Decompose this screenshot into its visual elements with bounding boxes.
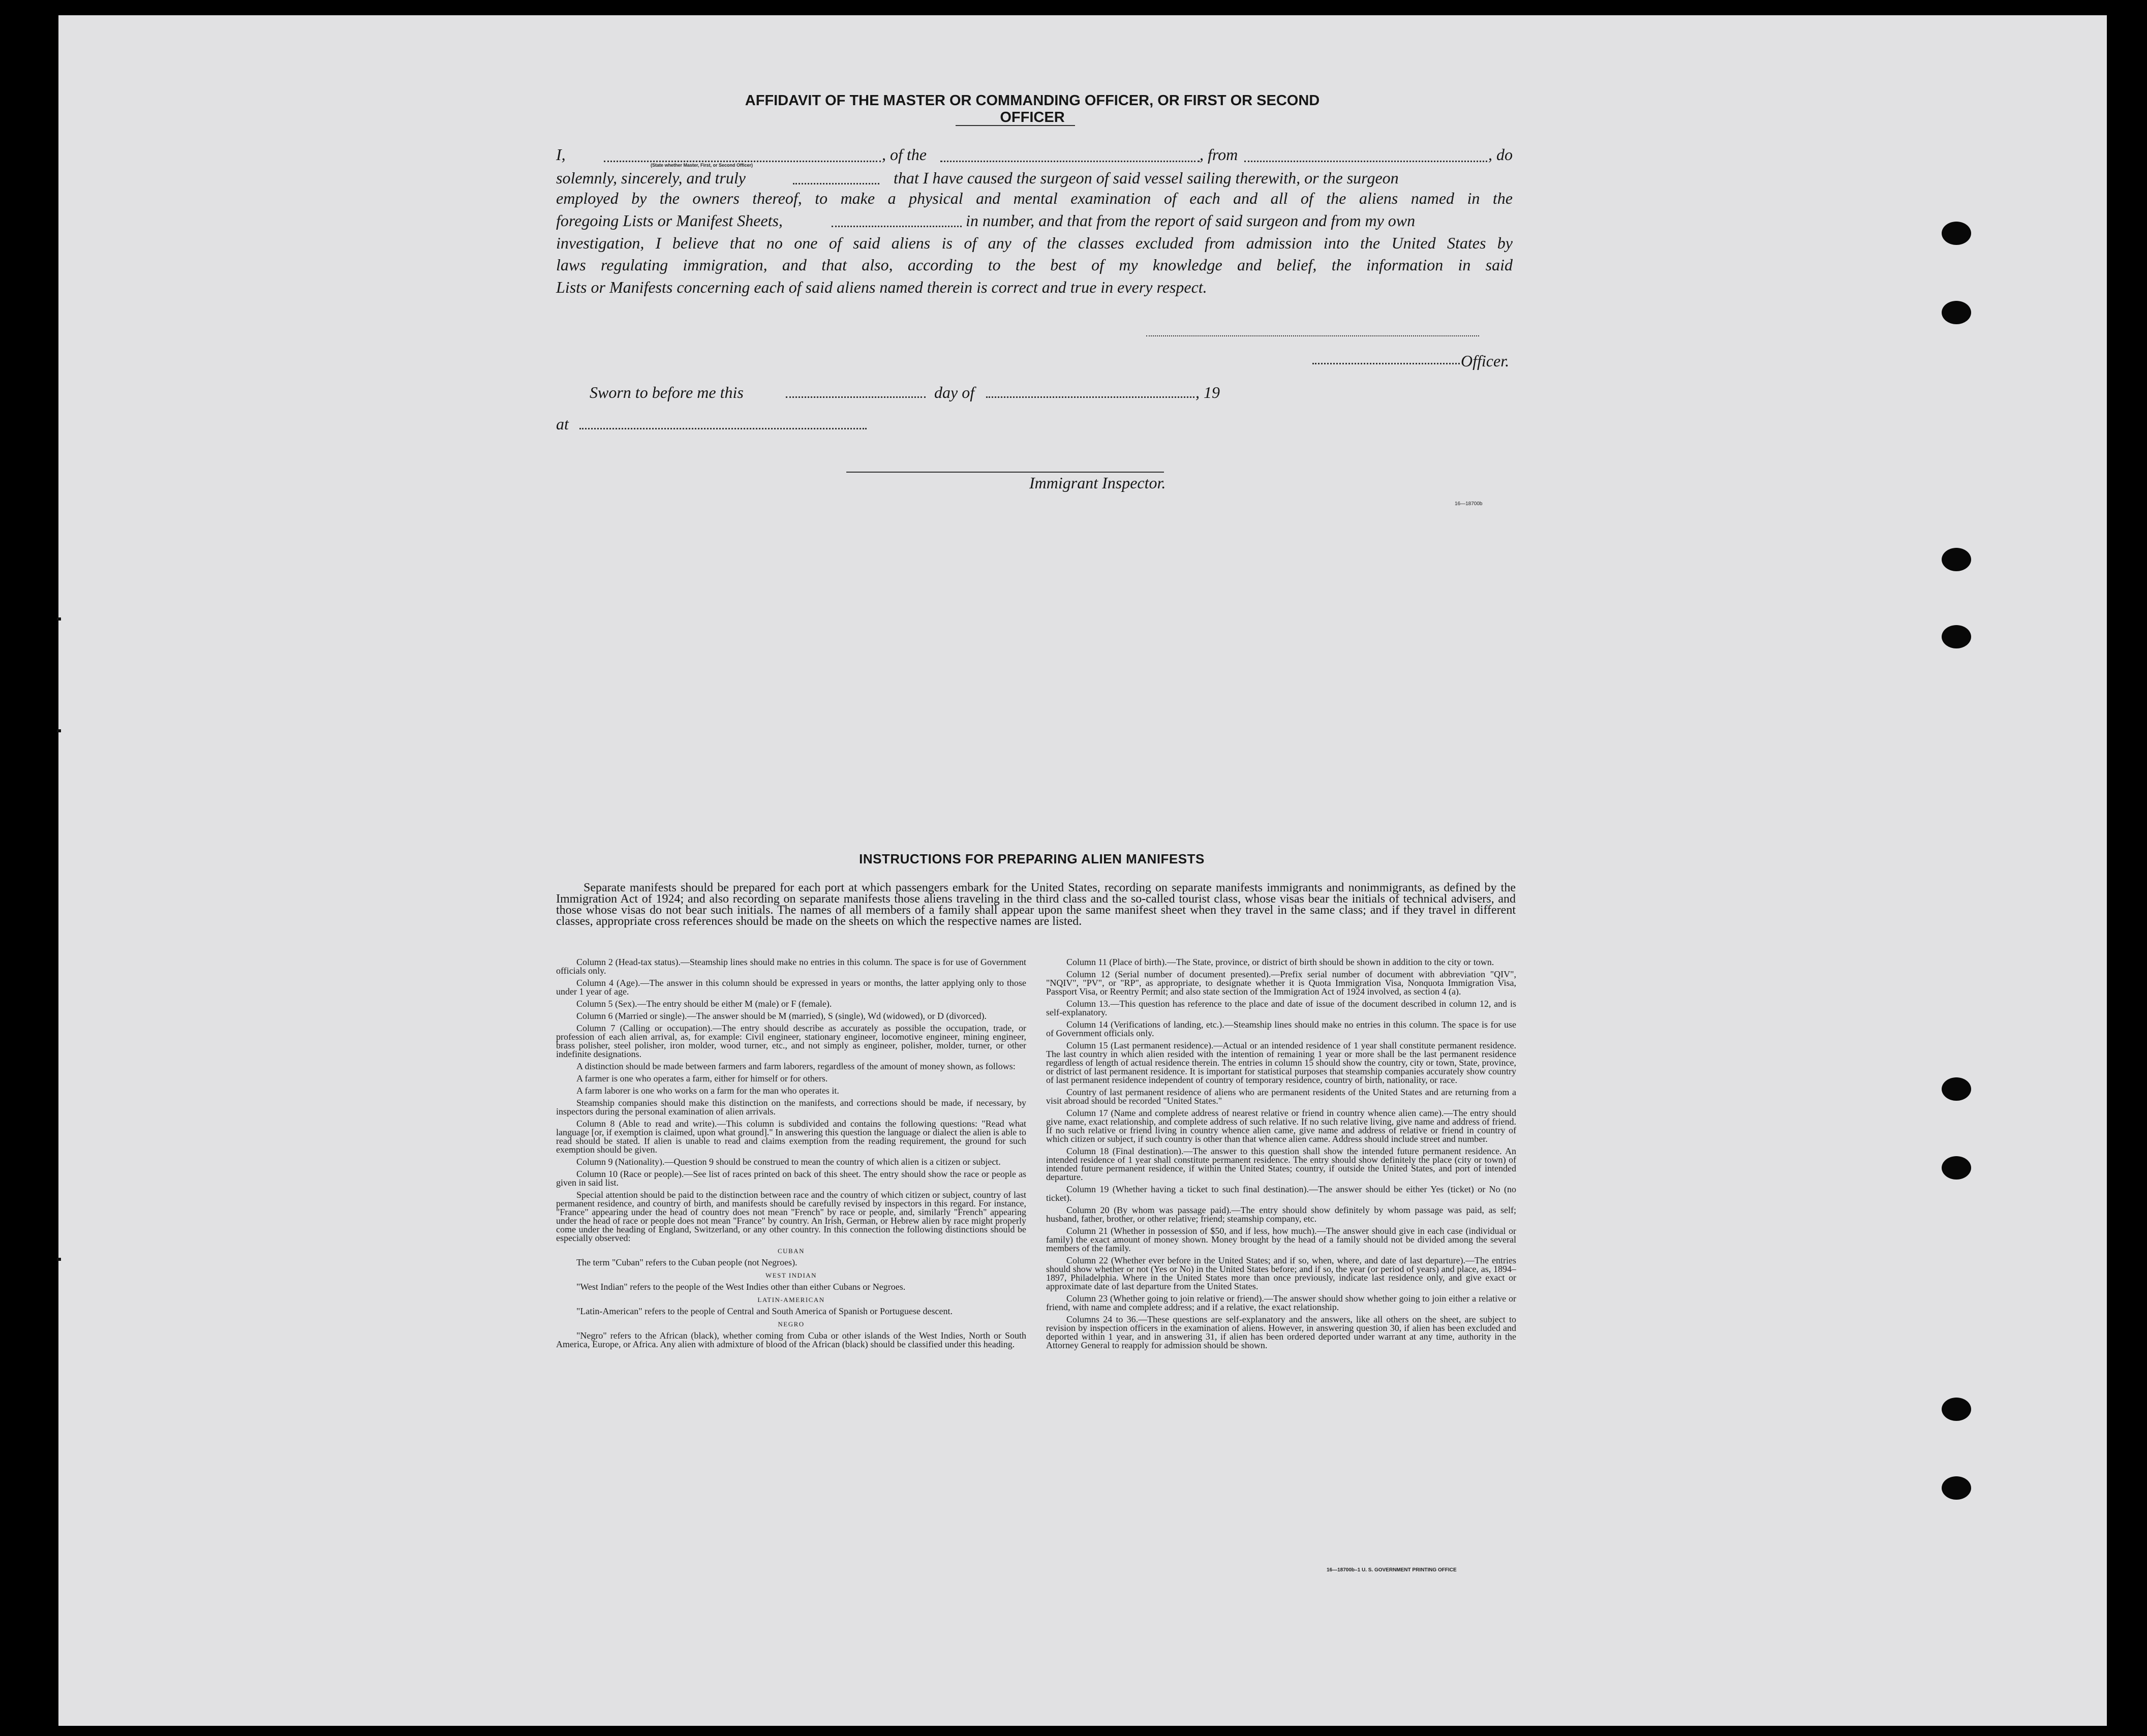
vessel-name-field[interactable] xyxy=(940,161,1200,162)
inspector-label: Immigrant Inspector. xyxy=(1029,474,1166,492)
officer-label: Officer. xyxy=(1461,352,1510,370)
instruction-race-note: Special attention should be paid to the distinction between race and the country of which citizen or subject, country of last permanent residence, and country of birth, and manifests should be carefully revised by inspectors in this regard. For instance, "France" appearing under the head of country does not mean "French" by race or people, and, similarly "French" appearing under the head of race or people does not mean "France" by country. An Irish, German, or Hebrew alien by race might properly come under the heading of England, Switzerland, or any other country. In this connection the following distinctions should be especially observed: xyxy=(556,1190,1026,1243)
instruction-column-20: Column 20 (By whom was passage paid).—The entry should show definitely by whom passage was paid, as self; husband, father, brother, or other relative; friend; steamship company, etc. xyxy=(1046,1205,1516,1224)
instruction-residence-note: Country of last permanent residence of aliens who are permanent residents of the United States and are returning from a visit abroad should be recorded "United States." xyxy=(1046,1087,1516,1106)
instruction-column-15: Column 15 (Last permanent residence).—Actual or an intended residence of 1 year shall constitute permanent residence. The last country in which alien resided with the intention of remaining 1 year or more shall be the last permanent residence regardless of length of actual residence therein. The entries in column 15 should show the country, city or town, State, province, or district of last permanent residence. It is important for statistical purposes that steamship companies accurately show country of last permanent residence independent of country of temporary residence, country of birth, nationality, or race. xyxy=(1046,1040,1516,1085)
instruction-laborer-def: A farm laborer is one who works on a farm for the man who operates it. xyxy=(576,1086,839,1096)
punch-hole xyxy=(1942,1156,1971,1180)
affidavit-line4-a: foregoing Lists or Manifest Sheets, xyxy=(556,211,783,230)
sheet-count-field[interactable] xyxy=(832,226,962,227)
instructions-left-column xyxy=(556,958,1026,1580)
instruction-column-18: Column 18 (Final destination).—The answer to this question shall show the intended future permanent residence. An intended residence of 1 year shall constitute permanent residence. The entry should show definitely the place (city or town) of intended future permanent residence, if within the United States; country, if outside the United States, and port of intended departure. xyxy=(1046,1146,1516,1182)
officer-title-field[interactable] xyxy=(1312,363,1460,364)
sworn-date-field[interactable] xyxy=(786,396,926,398)
sworn-place-field[interactable] xyxy=(579,428,867,429)
instruction-column-17: Column 17 (Name and complete address of nearest relative or friend in country whence alien came).—The entry should give name, exact relationship, and complete address of such relative. If no such relative living, give name and address of friend. If no such relative or friend living in country whence alien came, give name and address of relative or friend in country of which citizen or subject, if such country is other than that whence alien came. Address should include street and number. xyxy=(1046,1108,1516,1144)
instruction-column-12: Column 12 (Serial number of document presented).—Prefix serial number of document with abbreviation "QIV", "NQIV", "PV", or "RP", as appropriate, to designate whether it is Quota Immigration Visa, Nonquota Immigration Visa, Passport Visa, or Reentry Permit; and also state section of the Immigration Act of 1924 involved, as section 4 (a). xyxy=(1046,969,1516,997)
affidavit-line2-a: solemnly, sincerely, and truly xyxy=(556,169,746,187)
punch-hole xyxy=(1942,1476,1971,1500)
instruction-column-6: Column 6 (Married or single).—The answer should be M (married), S (single), Wd (widowed), or D (divorced). xyxy=(576,1011,987,1021)
officer-name-field[interactable] xyxy=(604,161,881,162)
affidavit-word-of-the: , of the xyxy=(882,145,927,164)
instruction-column-8: Column 8 (Able to read and write).—This column is subdivided and contains the following questions: "Read what language [or, if exemption is claimed, upon what ground]." In answering this question the language or dialect the alien is able to read should be stated. If alien is unable to read and claims exemption from the reading requirement, the ground for such exemption should be given. xyxy=(556,1119,1026,1155)
heading-west-indian: WEST INDIAN xyxy=(765,1272,817,1279)
punch-hole xyxy=(1942,548,1971,571)
instruction-columns-24-36: Columns 24 to 36.—These questions are self-explanatory and the answers, like all others on the sheet, are subject to revision by inspection officers in the examination of aliens. However, in answering question 30, if alien has been excluded and deported within 1 year, and in answering 31, if alien has been ordered deported under warrant at any time, authority in the Attorney General to reapply for admission should be shown. xyxy=(1046,1314,1516,1350)
sworn-month-field[interactable] xyxy=(986,396,1194,398)
signature-line[interactable] xyxy=(1146,335,1479,336)
instruction-column-21: Column 21 (Whether in possession of $50, and if less, how much).—The answer should give in each case (individual or family) the exact amount of money shown. Money brought by the head of a family should not be divided among the several members of the family. xyxy=(1046,1226,1516,1253)
instruction-column-10: Column 10 (Race or people).—See list of races printed on back of this sheet. The entry should show the race or people as given in said list. xyxy=(556,1169,1026,1188)
affidavit-line4-b: in number, and that from the report of said surgeon and from my own xyxy=(966,211,1416,230)
affidavit-line6: laws regulating immigration, and that also, according to the best of my knowledge and belief, the information in said xyxy=(556,256,1513,274)
officer-rank-note: (State whether Master, First, or Second Officer) xyxy=(651,163,753,168)
instruction-latin-american: "Latin-American" refers to the people of Central and South America of Spanish or Portuguese descent. xyxy=(576,1306,953,1316)
instruction-column-23: Column 23 (Whether going to join relative or friend).—The answer should show whether going to join either a relative or friend, with name and complete address; and if a relative, the exact relationship. xyxy=(1046,1293,1516,1312)
year-text: , 19 xyxy=(1195,383,1220,401)
affidavit-line5: investigation, I believe that no one of said aliens is of any of the classes excluded from admission into the United States by xyxy=(556,234,1513,252)
punch-hole xyxy=(1942,625,1971,648)
punch-hole xyxy=(1942,222,1971,245)
printing-office-code: 16—18700b–1 U. S. GOVERNMENT PRINTING OFFICE xyxy=(1327,1567,1457,1573)
affidavit-line2-b: that I have caused the surgeon of said vessel sailing therewith, or the surgeon xyxy=(894,169,1399,187)
affidavit-form-code: 16—18700b xyxy=(1455,501,1483,507)
instruction-cuban: The term "Cuban" refers to the Cuban people (not Negroes). xyxy=(576,1257,798,1267)
heading-latin-american: LATIN-AMERICAN xyxy=(757,1296,825,1304)
instruction-negro: "Negro" refers to the African (black), whether coming from Cuba or other islands of the West Indies, North or South America, Europe, or Africa. Any alien with admixture of blood of the African (black) should be classified under this heading. xyxy=(556,1330,1026,1349)
inspector-signature-line[interactable] xyxy=(846,472,1164,473)
punch-hole xyxy=(1942,1398,1971,1421)
instruction-column-13: Column 13.—This question has reference to the place and date of issue of the document described in column 12, and is self-explanatory. xyxy=(1046,999,1516,1017)
instructions-intro: Separate manifests should be prepared for each port at which passengers embark for the United States, recording on separate manifests immigrants and nonimmigrants, as defined by the Immigration Act of 1924; and also recording on separate manifests those aliens traveling in the third class and the so-called tourist class, whose visas bear the initials of technical advisers, and those whose visas do not bear such initials. The names of all members of a family shall appear upon the same manifest sheet when they travel in the same class; and if they travel in different classes, appropriate cross references should be made on the sheets on which the respective names are listed. xyxy=(556,881,1516,928)
instruction-column-14: Column 14 (Verifications of landing, etc.).—Steamship lines should make no entries in this column. The space is for use of Government officials only. xyxy=(1046,1019,1516,1038)
instruction-column-22: Column 22 (Whether ever before in the United States; and if so, when, where, and date of last departure).—The entries should show whether or not (Yes or No) in the United States before; and if so, the year (or period of years) and place, as, 1894–1897, Philadelphia. Where in the United States more than once previously, indicate last residence only, and give exact or approximate date of last departure from the United States. xyxy=(1046,1255,1516,1291)
from-port-field[interactable] xyxy=(1244,161,1487,162)
affidavit-line3: employed by the owners thereof, to make a physical and mental examination of each and all of the aliens named in the xyxy=(556,189,1513,207)
instruction-west-indian: "West Indian" refers to the people of the West Indies other than either Cubans or Negroes. xyxy=(576,1282,906,1292)
affidavit-word-i: I, xyxy=(556,145,566,164)
instruction-column-4: Column 4 (Age).—The answer in this column should be expressed in years or months, the latter applying only to those under 1 year of age. xyxy=(556,978,1026,997)
instruction-column-19: Column 19 (Whether having a ticket to such final destination).—The answer should be either Yes (ticket) or No (no ticket). xyxy=(1046,1184,1516,1203)
scan-mark xyxy=(57,729,61,732)
affidavit-title: AFFIDAVIT OF THE MASTER OR COMMANDING OFFICER, OR FIRST OR SECOND OFFICER xyxy=(745,92,1320,126)
heading-cuban: CUBAN xyxy=(777,1247,805,1255)
instruction-farmers: A distinction should be made between farmers and farm laborers, regardless of the amount of money shown, as follows: xyxy=(576,1061,1016,1071)
instructions-right-column xyxy=(1046,958,1516,1580)
at-text: at xyxy=(556,415,569,433)
affidavit-word-from: , from xyxy=(1200,145,1238,164)
affidavit-word-do: , do xyxy=(1488,145,1513,164)
affidavit-line7: Lists or Manifests concerning each of said aliens named therein is correct and true in every respect. xyxy=(556,278,1207,296)
instruction-column-11: Column 11 (Place of birth).—The State, province, or district of birth should be shown in addition to the city or town. xyxy=(1066,958,1494,967)
sworn-text: Sworn to before me this xyxy=(590,383,744,401)
oath-manner-field[interactable] xyxy=(793,183,879,184)
punch-hole xyxy=(1942,1077,1971,1101)
instruction-column-5: Column 5 (Sex).—The entry should be either M (male) or F (female). xyxy=(576,999,832,1009)
heading-negro: NEGRO xyxy=(778,1320,805,1328)
title-underline xyxy=(956,125,1075,126)
instruction-distinction: Steamship companies should make this distinction on the manifests, and corrections should be made, if necessary, by inspectors during the personal examination of alien arrivals. xyxy=(556,1098,1026,1117)
instruction-farmer-def: A farmer is one who operates a farm, either for himself or for others. xyxy=(576,1073,828,1083)
punch-hole xyxy=(1942,301,1971,324)
scan-mark xyxy=(57,617,61,621)
instruction-column-7: Column 7 (Calling or occupation).—The entry should describe as accurately as possible the occupation, trade, or profession of each alien arrival, as, for example: Civil engineer, stationary engineer, locomotive engineer, mining engineer, brass polisher, steel polisher, iron molder, wood turner, etc., and not simply as engineer, polisher, molder, turner, or other indefinite designations. xyxy=(556,1023,1026,1059)
day-of-text: day of xyxy=(934,383,975,401)
instruction-column-2: Column 2 (Head-tax status).—Steamship lines should make no entries in this column. The space is for use of Government officials only. xyxy=(556,958,1026,976)
instructions-title: INSTRUCTIONS FOR PREPARING ALIEN MANIFESTS xyxy=(859,851,1205,866)
scan-mark xyxy=(57,1258,61,1261)
instruction-column-9: Column 9 (Nationality).—Question 9 should be construed to mean the country of which alien is a citizen or subject. xyxy=(576,1157,1001,1167)
